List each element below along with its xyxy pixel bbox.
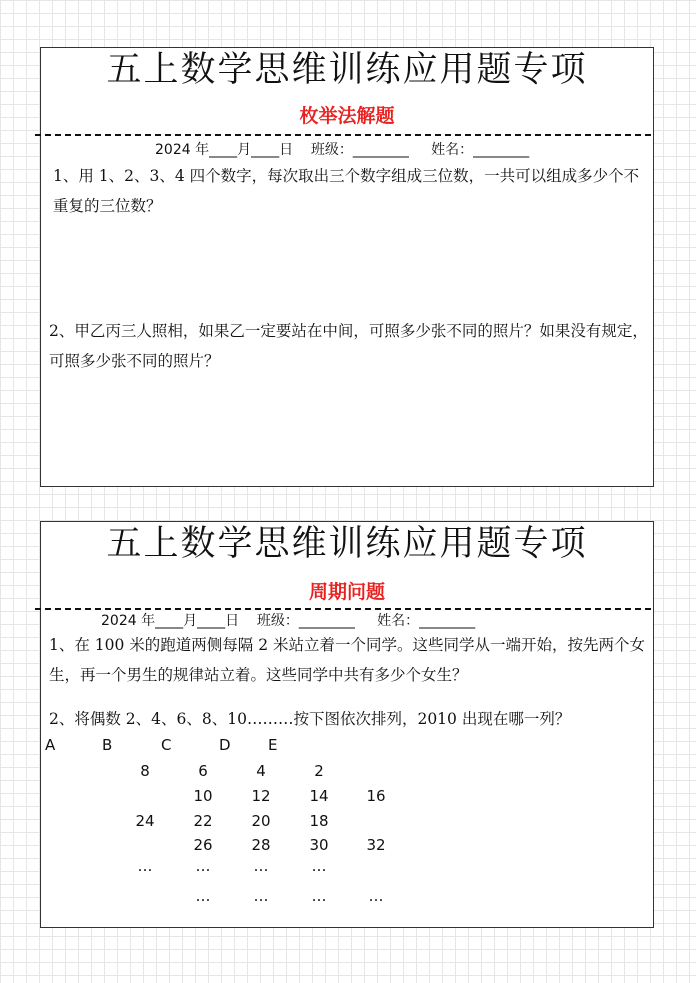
table-cell: 26	[193, 836, 213, 854]
column-header-e: E	[268, 736, 278, 754]
question-2: 2、将偶数 2、4、6、8、10………按下图依次排列，2010 出现在哪一列？	[49, 710, 571, 728]
table-cell: …	[368, 887, 384, 905]
question-2: 2、甲乙丙三人照相，如果乙一定要站在中间，可照多少张不同的照片？如果没有规定，可照多少张不同的照片？	[49, 322, 648, 370]
table-cell: …	[253, 887, 269, 905]
table-cell: 28	[251, 836, 271, 854]
table-cell: 22	[193, 812, 213, 830]
column-header-c: C	[161, 736, 172, 754]
table-cell: 32	[366, 836, 386, 854]
table-cell: 14	[309, 787, 329, 805]
table-cell: …	[195, 857, 211, 875]
worksheet-card-1	[40, 47, 654, 487]
dashed-divider	[35, 134, 651, 136]
date-class-name-line: 2024 年____月____日 班级：________ 姓名：________	[101, 613, 476, 629]
table-cell: 24	[135, 812, 155, 830]
dashed-divider	[35, 608, 651, 610]
worksheet-subtitle: 枚举法解题	[299, 105, 395, 127]
column-header-a: A	[45, 736, 56, 754]
table-cell: …	[195, 887, 211, 905]
question-1: 1、在 100 米的跑道两侧每隔 2 米站立着一个同学。这些同学从一端开始，按先两个女生，再一个男生的规律站立着。这些同学中共有多少个女生？	[49, 636, 646, 684]
table-cell: …	[311, 887, 327, 905]
worksheet-title: 五上数学思维训练应用题专项	[106, 524, 588, 564]
table-cell: 12	[251, 787, 271, 805]
table-cell: …	[311, 857, 327, 875]
worksheet-title: 五上数学思维训练应用题专项	[106, 50, 588, 90]
column-header-b: B	[102, 736, 113, 754]
table-cell: 6	[198, 762, 208, 780]
question-1: 1、用 1、2、3、4 四个数字，每次取出三个数字组成三位数，一共可以组成多少个不重复的三位数？	[53, 167, 640, 215]
table-cell: …	[253, 857, 269, 875]
table-cell: 4	[256, 762, 266, 780]
table-cell: 30	[309, 836, 329, 854]
table-cell: 8	[140, 762, 150, 780]
table-cell: 2	[314, 762, 324, 780]
column-header-d: D	[219, 736, 231, 754]
worksheet-subtitle: 周期问题	[308, 581, 385, 603]
date-class-name-line: 2024 年____月____日 班级：________ 姓名：________	[155, 142, 530, 158]
table-cell: …	[137, 857, 153, 875]
table-cell: 10	[193, 787, 213, 805]
table-cell: 18	[309, 812, 329, 830]
table-cell: 16	[366, 787, 386, 805]
table-cell: 20	[251, 812, 271, 830]
worksheet-card-2	[40, 521, 654, 928]
